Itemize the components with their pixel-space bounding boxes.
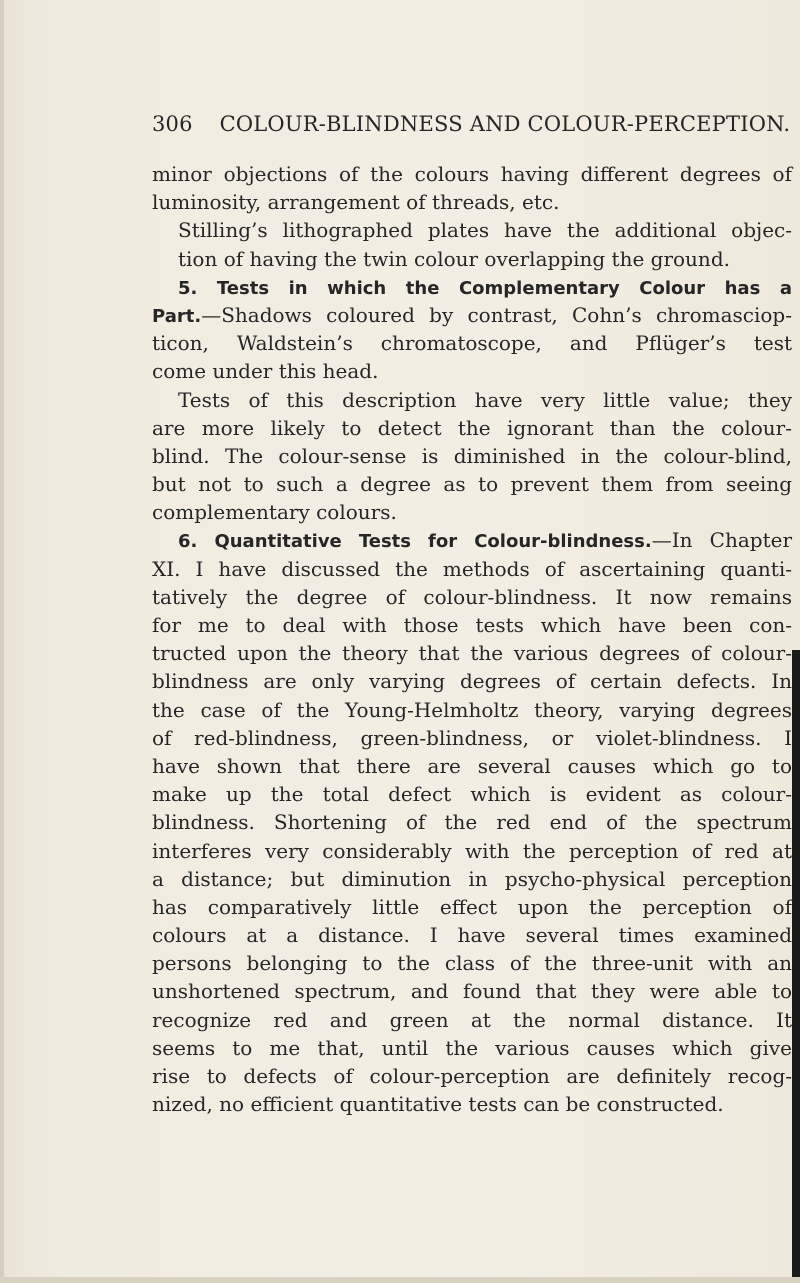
text-line: luminosity, arrangement of threads, etc. [152, 190, 560, 215]
text-line: recognize red and green at the normal distance. It [152, 1007, 792, 1032]
text-line: for me to deal with those tests which have been con- [152, 613, 792, 637]
section-5-heading-end: Part. [152, 305, 202, 327]
text-line: XI. I have discussed the methods of ascertaining quanti- [152, 556, 792, 581]
text-line: tion of having the twin colour overlapping the ground. [178, 246, 730, 271]
text-line: blind. The colour-sense is diminished in the colour-blind, [152, 443, 792, 468]
text-line: blindness are only varying degrees of certain defects. In [152, 669, 792, 694]
section-6-heading: 6. Quantitative Tests for Colour-blindness. [178, 531, 652, 553]
text-line: blindness. Shortening of the red end of the spectrum [152, 810, 792, 835]
text-line: Tests of this description have very little value; they [178, 387, 792, 412]
text-line: tatively the degree of colour-blindness. It now remains [152, 584, 792, 609]
text-line: come under this head. [152, 359, 379, 384]
chapter-title: COLOUR-BLINDNESS AND COLOUR-PERCEPTION. [219, 112, 791, 136]
text-line: are more likely to detect the ignorant than the colour- [152, 415, 792, 440]
page-right-edge-shadow [792, 650, 800, 1283]
text-line: unshortened spectrum, and found that they were able to [152, 979, 792, 1004]
text-line: but not to such a degree as to prevent them from seeing [152, 472, 792, 497]
text-line: nized, no efficient quantitative tests can be constructed. [152, 1092, 724, 1117]
text-line: colours at a distance. I have several times examined [152, 923, 792, 948]
page-left-edge [0, 0, 4, 1283]
section-heading-line [152, 273, 792, 301]
body-text [152, 160, 792, 1118]
text-line: complementary colours. [152, 500, 397, 525]
section-heading-line: 6. Quantitative Tests for Colour-blindness.—In Chapter [178, 528, 793, 553]
text-line: rise to defects of colour-perception are definitely recog- [152, 1064, 792, 1088]
text-line: ticon, Waldstein’s chromatoscope, and Pflüger’s test [152, 331, 792, 356]
page-number: 306 [152, 112, 193, 136]
section-5-heading: 5. Tests in which the Complementary Colour has a [178, 277, 792, 299]
text-line: minor objections of the colours having different degrees of [152, 162, 792, 186]
section-heading-line: Part.—Shadows coloured by contrast, Cohn’s chromasciop- [152, 302, 792, 327]
running-header [152, 112, 791, 136]
text-line: interferes very considerably with the perception of red at [152, 838, 792, 863]
text-line: a distance; but diminution in psycho-physical perception [152, 866, 792, 891]
text-line: persons belonging to the class of the three-unit with an [152, 951, 792, 976]
page-bottom-edge [0, 1277, 800, 1283]
text-line: seems to me that, until the various causes which give [152, 1035, 792, 1060]
text-line: have shown that there are several causes which go to [152, 753, 792, 778]
text-line: of red-blindness, green-blindness, or violet-blindness. I [152, 725, 792, 750]
text-line: the case of the Young-Helmholtz theory, varying degrees [152, 697, 792, 722]
text-line: make up the total defect which is evident as colour- [152, 782, 792, 807]
text-line: has comparatively little effect upon the perception of [152, 894, 792, 919]
text-line: Stilling’s lithographed plates have the additional objec- [178, 218, 792, 243]
text-line: tructed upon the theory that the various degrees of colour- [152, 641, 792, 666]
